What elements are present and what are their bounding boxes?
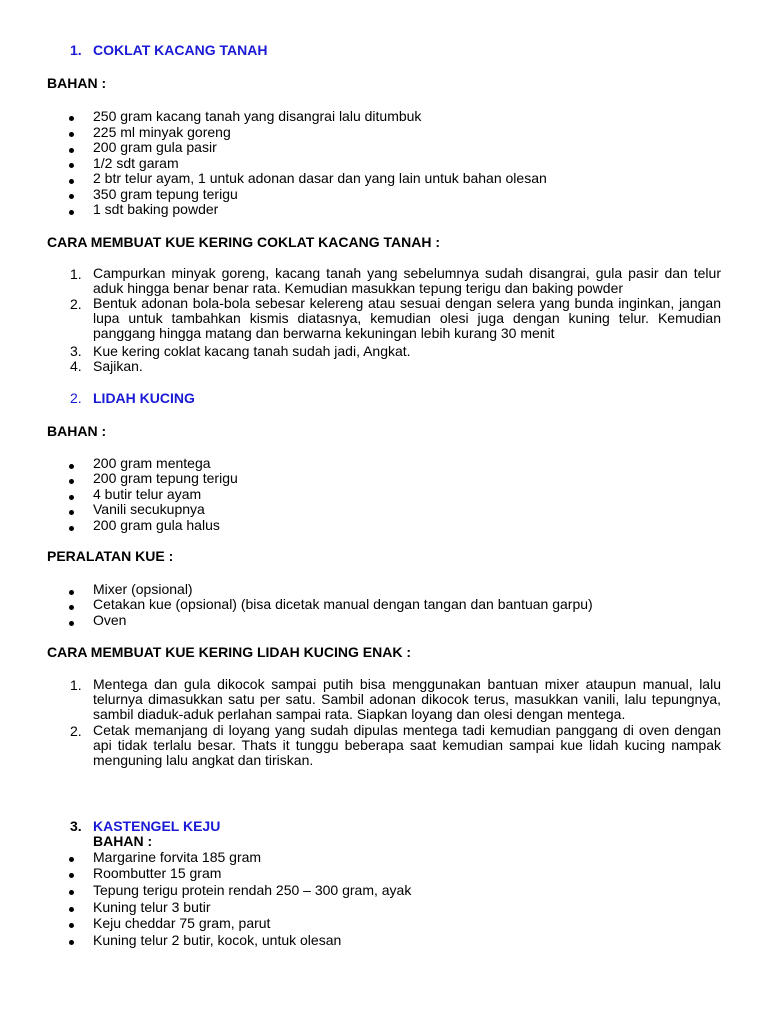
section-3-title: KASTENGEL KEJU bbox=[93, 818, 221, 834]
list-item: Cetakan kue (opsional) (bisa dicetak manual dengan tangan dan bantuan garpu) bbox=[93, 596, 593, 612]
step-line: telurnya dimasukkan satu per satu. Sambil adonan dikocok terus, masukkan vanili, lalu tepungnya, bbox=[93, 691, 721, 707]
bullet-icon bbox=[69, 590, 74, 595]
step-text bbox=[93, 296, 721, 341]
section-2-peralatan-label: PERALATAN KUE : bbox=[47, 548, 174, 564]
bullet-icon bbox=[69, 116, 74, 121]
list-item: Vanili secukupnya bbox=[93, 501, 205, 517]
bullet-icon bbox=[69, 940, 74, 945]
step-text: Sajikan. bbox=[93, 358, 143, 374]
list-item: 200 gram gula pasir bbox=[93, 139, 217, 155]
step-line: aduk hingga benar benar rata. Kemudian masukkan tepung terigu dan baking powder bbox=[93, 280, 624, 296]
bullet-icon bbox=[69, 464, 74, 469]
step-line: menguning lalu angkat dan tiriskan. bbox=[93, 752, 314, 768]
list-item: Mixer (opsional) bbox=[93, 581, 193, 597]
section-1-title: COKLAT KACANG TANAH bbox=[93, 42, 268, 58]
section-3-bahan-label: BAHAN : bbox=[93, 833, 153, 849]
step-number: 2. bbox=[70, 723, 82, 739]
bullet-icon bbox=[69, 873, 74, 878]
section-2-bahan-label: BAHAN : bbox=[47, 423, 107, 439]
list-item: 350 gram tepung terigu bbox=[93, 186, 238, 202]
step-line: api tidak terlalu besar. Thats it tunggu beberapa saat kemudian sampai kue lidah kucing nampak bbox=[93, 737, 721, 753]
bullet-icon bbox=[69, 179, 74, 184]
step-line: Cetak memanjang di loyang yang sudah dipulas mentega tadi kemudian panggang di oven dengan bbox=[93, 722, 721, 738]
bullet-icon bbox=[69, 194, 74, 199]
list-item: 200 gram gula halus bbox=[93, 517, 220, 533]
bullet-icon bbox=[69, 907, 74, 912]
bullet-icon bbox=[69, 621, 74, 626]
bullet-icon bbox=[69, 510, 74, 515]
list-item: Roombutter 15 gram bbox=[93, 865, 222, 881]
step-text bbox=[93, 723, 721, 768]
list-item: 250 gram kacang tanah yang disangrai lalu ditumbuk bbox=[93, 108, 422, 124]
step-number: 3. bbox=[70, 343, 82, 359]
step-number: 2. bbox=[70, 296, 82, 312]
list-item: Kuning telur 3 butir bbox=[93, 899, 211, 915]
list-item: Kuning telur 2 butir, kocok, untuk olesan bbox=[93, 932, 342, 948]
step-line: panggang hingga matang dan berwarna kekuningan lebih kurang 30 menit bbox=[93, 325, 555, 341]
step-text bbox=[93, 677, 721, 722]
bullet-icon bbox=[69, 132, 74, 137]
step-number: 1. bbox=[70, 266, 82, 282]
bullet-icon bbox=[69, 526, 74, 531]
list-item: Keju cheddar 75 gram, parut bbox=[93, 915, 271, 931]
section-1-cara-label: CARA MEMBUAT KUE KERING COKLAT KACANG TANAH : bbox=[47, 234, 441, 250]
step-line: sambil diaduk-aduk perlahan sampai rata. Siapkan loyang dan olesi dengan mentega. bbox=[93, 706, 626, 722]
list-item: Tepung terigu protein rendah 250 – 300 gram, ayak bbox=[93, 882, 412, 898]
list-item: 200 gram tepung terigu bbox=[93, 470, 238, 486]
bullet-icon bbox=[69, 479, 74, 484]
bullet-icon bbox=[69, 923, 74, 928]
bullet-icon bbox=[69, 148, 74, 153]
section-2-title: LIDAH KUCING bbox=[93, 390, 195, 406]
bullet-icon bbox=[69, 890, 74, 895]
list-item: 4 butir telur ayam bbox=[93, 486, 202, 502]
step-line: lupa untuk tambahkan kismis diatasnya, kemudian olesi juga dengan kuning telur. Kemudian bbox=[93, 310, 721, 326]
bullet-icon bbox=[69, 163, 74, 168]
step-line: Bentuk adonan bola-bola sebesar kelereng atau sesuai dengan selera yang bunda inginkan, jangan bbox=[93, 295, 721, 311]
bullet-icon bbox=[69, 210, 74, 215]
section-3-number: 3. bbox=[70, 818, 82, 834]
list-item: 200 gram mentega bbox=[93, 455, 211, 471]
bullet-icon bbox=[69, 857, 74, 862]
list-item: 2 btr telur ayam, 1 untuk adonan dasar dan yang lain untuk bahan olesan bbox=[93, 170, 547, 186]
bullet-icon bbox=[69, 495, 74, 500]
step-text bbox=[93, 266, 721, 296]
step-line: Campurkan minyak goreng, kacang tanah yang sebelumnya sudah disangrai, gula pasir dan telur bbox=[93, 265, 721, 281]
section-1-number: 1. bbox=[70, 42, 82, 58]
step-number: 4. bbox=[70, 358, 82, 374]
list-item: 1/2 sdt garam bbox=[93, 155, 179, 171]
step-number: 1. bbox=[70, 677, 82, 693]
bullet-icon bbox=[69, 605, 74, 610]
section-2-number: 2. bbox=[70, 390, 82, 406]
step-line: Mentega dan gula dikocok sampai putih bisa menggunakan bantuan mixer ataupun manual, lalu bbox=[93, 676, 721, 692]
section-2-cara-label: CARA MEMBUAT KUE KERING LIDAH KUCING ENAK : bbox=[47, 644, 411, 660]
list-item: 1 sdt baking powder bbox=[93, 201, 219, 217]
step-text: Kue kering coklat kacang tanah sudah jadi, Angkat. bbox=[93, 343, 411, 359]
list-item: 225 ml minyak goreng bbox=[93, 124, 231, 140]
section-1-bahan-label: BAHAN : bbox=[47, 75, 107, 91]
list-item: Oven bbox=[93, 612, 127, 628]
list-item: Margarine forvita 185 gram bbox=[93, 849, 262, 865]
